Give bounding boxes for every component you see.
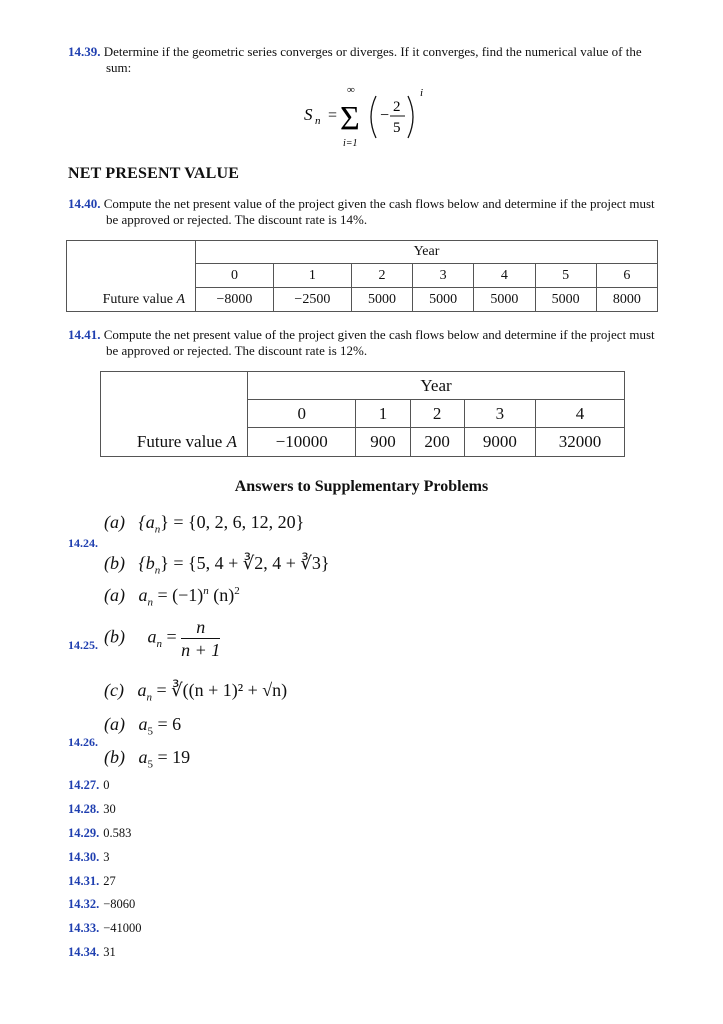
problem-text: Compute the net present value of the project given the cash flows below and determine if the project must be approved or rejected. The discount rate is 14%.	[103, 196, 655, 227]
answer-fraction: $\frac{n}{n + 1}$	[181, 617, 221, 660]
formula-sign: −	[380, 107, 390, 124]
answer-number-14-25: 14.25.	[68, 638, 98, 652]
value-cell: −2500	[273, 288, 351, 312]
answer-14-25-a: (a) $a_n = (-1)^n$ $(n)^2$	[104, 585, 240, 609]
problem-text: Compute the net present value of the project given the cash flows below and determine if the project must be approved or rejected. The discount rate is 12%.	[103, 327, 655, 358]
year-header: Year	[196, 241, 658, 264]
value-cell: 900	[356, 428, 410, 457]
value-cell: −10000	[248, 428, 356, 457]
year-cell: 1	[273, 264, 351, 288]
formula-exponent: i	[420, 87, 424, 99]
year-cell: 2	[351, 264, 412, 288]
sigma-upper: ∞	[347, 84, 355, 96]
problem-number: 14.41.	[68, 327, 101, 342]
formula-denominator: 5	[393, 120, 401, 136]
answer-14-27: 14.27. 0	[68, 778, 110, 792]
year-cell: 0	[248, 400, 356, 428]
row-label: Future value A	[67, 241, 196, 312]
year-cell: 4	[474, 264, 535, 288]
problem-14-40	[68, 196, 660, 228]
value-cell: 5000	[474, 288, 535, 312]
answer-14-31: 14.31. 27	[68, 874, 116, 888]
value-cell: 5000	[535, 288, 596, 312]
section-heading: NET PRESENT VALUE	[68, 165, 240, 182]
value-cell: 9000	[464, 428, 535, 457]
problem-14-39	[68, 44, 660, 76]
answer-number-14-26: 14.26.	[68, 735, 98, 749]
row-label: Future value A	[101, 372, 248, 457]
year-cell: 3	[464, 400, 535, 428]
year-cell: 6	[596, 264, 657, 288]
answer-14-26-a: (a) $a_5 = 6$	[104, 714, 182, 738]
value-cell: 5000	[413, 288, 474, 312]
answer-14-26-b: (b) $a_5 = 19$	[104, 747, 191, 771]
answer-14-33: 14.33. −41000	[68, 921, 142, 935]
year-cell: 1	[356, 400, 410, 428]
answer-14-25-b: (b) $a_n$ = $\frac{n}{n + 1}$	[104, 617, 221, 660]
year-header: Year	[248, 372, 625, 400]
answer-14-30: 14.30. 3	[68, 850, 110, 864]
answer-14-25-c: (c) $a_n$ = ∛((n + 1)² + √n)	[104, 680, 288, 704]
year-cell: 5	[535, 264, 596, 288]
answer-14-34: 14.34. 31	[68, 945, 116, 959]
answer-14-24-a: (a) $\{a_n\} = \{0$, 2, 6, 12, 20}	[104, 512, 305, 536]
value-cell: 8000	[596, 288, 657, 312]
problem-14-41	[68, 327, 660, 359]
value-cell: 32000	[536, 428, 625, 457]
year-cell: 2	[410, 400, 464, 428]
problem-text: Determine if the geometric series converges or diverges. If it converges, find the numerical value of the sum:	[103, 44, 642, 75]
answer-number-14-24: 14.24.	[68, 536, 98, 550]
sigma-lower: i=1	[343, 138, 358, 149]
answer-14-24-b: (b) $\{b_n\} = \{5$, 4 + ∛2, 4 + ∛3}	[104, 553, 330, 577]
cash-flow-table-14-41	[100, 371, 625, 457]
sigma-symbol: Σ	[340, 100, 360, 137]
answers-heading: Answers to Supplementary Problems	[234, 478, 489, 495]
formula-numerator: 2	[393, 99, 401, 115]
value-cell: 5000	[351, 288, 412, 312]
year-cell: 0	[196, 264, 274, 288]
left-paren	[371, 96, 376, 138]
answer-14-28: 14.28. 30	[68, 802, 116, 816]
right-paren	[408, 96, 413, 138]
geometric-series-formula	[300, 84, 430, 150]
formula-lhs-sub: n	[315, 115, 321, 127]
value-cell: −8000	[196, 288, 274, 312]
problem-number: 14.39.	[68, 44, 101, 59]
year-cell: 4	[536, 400, 625, 428]
value-cell: 200	[410, 428, 464, 457]
formula-lhs: S	[304, 105, 313, 124]
problem-number: 14.40.	[68, 196, 101, 211]
year-cell: 3	[413, 264, 474, 288]
answer-14-29: 14.29. 0.583	[68, 826, 132, 840]
cash-flow-table-14-40	[66, 240, 658, 312]
formula-equals: =	[328, 107, 338, 124]
answer-14-32: 14.32. −8060	[68, 897, 136, 911]
